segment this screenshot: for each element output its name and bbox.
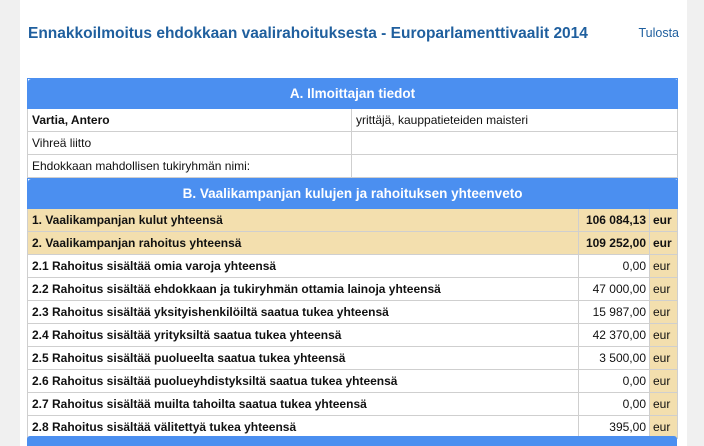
row-amount: 109 252,00 xyxy=(579,232,650,255)
row-label: 2.5 Rahoitus sisältää puolueelta saatua tukea yhteensä xyxy=(28,347,579,370)
table-row xyxy=(28,393,678,416)
row-unit: eur xyxy=(650,232,678,255)
row-unit: eur xyxy=(650,370,678,393)
row-unit: eur xyxy=(650,416,678,439)
row-label: 2.4 Rahoitus sisältää yrityksiltä saatua tukea yhteensä xyxy=(28,324,579,347)
table-row xyxy=(28,324,678,347)
row-unit: eur xyxy=(650,347,678,370)
row-label: 2.3 Rahoitus sisältää yksityishenkilöiltä saatua tukea yhteensä xyxy=(28,301,579,324)
row-unit: eur xyxy=(650,301,678,324)
candidate-name: Vartia, Antero xyxy=(28,109,352,132)
row-amount: 3 500,00 xyxy=(579,347,650,370)
row-amount: 106 084,13 xyxy=(579,209,650,232)
table-row xyxy=(28,301,678,324)
row-label: 2.2 Rahoitus sisältää ehdokkaan ja tukiryhmän ottamia lainoja yhteensä xyxy=(28,278,579,301)
row-unit: eur xyxy=(650,209,678,232)
print-link[interactable]: Tulosta xyxy=(638,26,679,40)
table-row xyxy=(28,232,678,255)
row-amount: 15 987,00 xyxy=(579,301,650,324)
party-empty-cell xyxy=(352,132,678,155)
support-group-label: Ehdokkaan mahdollisen tukiryhmän nimi: xyxy=(28,155,352,178)
row-amount: 395,00 xyxy=(579,416,650,439)
row-unit: eur xyxy=(650,278,678,301)
row-unit: eur xyxy=(650,255,678,278)
page-title: Ennakkoilmoitus ehdokkaan vaalirahoituksesta - Europarlamenttivaalit 2014 xyxy=(28,25,588,42)
table-row xyxy=(28,347,678,370)
table-row xyxy=(28,255,678,278)
row-label: 2.7 Rahoitus sisältää muilta tahoilta saatua tukea yhteensä xyxy=(28,393,579,416)
section-a-heading: A. Ilmoittajan tiedot xyxy=(28,79,678,109)
row-unit: eur xyxy=(650,324,678,347)
row-label: 2.1 Rahoitus sisältää omia varoja yhteensä xyxy=(28,255,579,278)
row-amount: 47 000,00 xyxy=(579,278,650,301)
candidate-occupation: yrittäjä, kauppatieteiden maisteri xyxy=(352,109,678,132)
row-amount: 0,00 xyxy=(579,255,650,278)
section-b-heading: B. Vaalikampanjan kulujen ja rahoituksen yhteenveto xyxy=(28,179,678,209)
table-row xyxy=(28,278,678,301)
row-amount: 0,00 xyxy=(579,370,650,393)
table-row xyxy=(28,370,678,393)
section-a-table xyxy=(27,78,678,178)
section-b-table xyxy=(27,178,678,439)
row-amount: 0,00 xyxy=(579,393,650,416)
table-row xyxy=(28,209,678,232)
row-unit: eur xyxy=(650,393,678,416)
row-label: 2.6 Rahoitus sisältää puolueyhdistyksiltä saatua tukea yhteensä xyxy=(28,370,579,393)
row-label: 2.8 Rahoitus sisältää välitettyä tukea yhteensä xyxy=(28,416,579,439)
next-section-band xyxy=(27,436,677,446)
row-label: 2. Vaalikampanjan rahoitus yhteensä xyxy=(28,232,579,255)
report-page xyxy=(20,0,687,446)
support-group-value xyxy=(352,155,678,178)
row-amount: 42 370,00 xyxy=(579,324,650,347)
row-label: 1. Vaalikampanjan kulut yhteensä xyxy=(28,209,579,232)
candidate-party: Vihreä liitto xyxy=(28,132,352,155)
